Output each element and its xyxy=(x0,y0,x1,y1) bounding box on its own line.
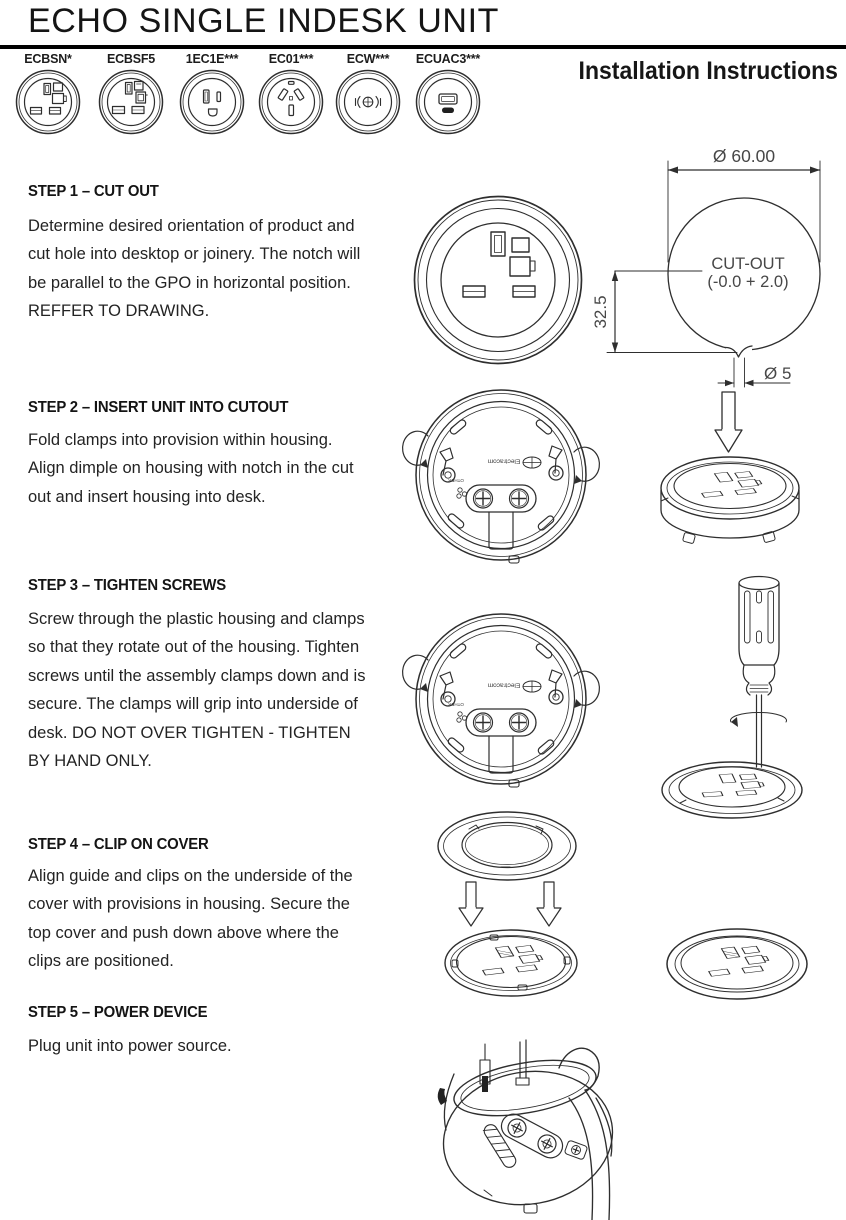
edge-clamp xyxy=(564,1140,588,1160)
step5-body: Plug unit into power source. xyxy=(28,1037,232,1055)
clamp-screw xyxy=(510,713,529,732)
step1-body: Determine desired orientation of product and cut hole into desktop or joinery. The notch will be parallel to the GPO in horizontal position. REFFER TO DRAWING. xyxy=(28,217,361,321)
fold-clamp-right xyxy=(549,446,563,480)
rotate-arrow-icon xyxy=(574,671,599,708)
uk-socket-face xyxy=(463,232,535,297)
clamp-screw xyxy=(474,713,493,732)
step2-housing-underside-drawing xyxy=(410,388,592,566)
variant-ecbsn xyxy=(7,52,89,135)
au-socket-icon xyxy=(258,69,324,135)
housing-small-text: OTHER xyxy=(448,702,464,707)
hatched-slot xyxy=(482,1122,518,1170)
page-subtitle: Installation Instructions xyxy=(578,57,838,85)
step1-product-top-view xyxy=(412,194,584,366)
step2-body: Fold clamps into provision within housing. Align dimple on housing with notch in the cut out and insert housing into desk. xyxy=(28,431,354,506)
cutout-dimension-drawing xyxy=(591,140,846,458)
uk-socket-face xyxy=(471,943,548,976)
uk-socket-face xyxy=(697,944,774,977)
push-down-arrow-icon xyxy=(537,882,561,926)
step1-heading: STEP 1 – CUT OUT xyxy=(28,183,159,200)
step4-push-arrows xyxy=(452,882,572,928)
variant-label: ECW*** xyxy=(346,52,390,66)
housing-logo-text: Electracom xyxy=(487,681,521,689)
rotate-arrow-icon xyxy=(731,712,787,727)
step3-body: Screw through the plastic housing and clamps so that they rotate out of the housing. Tighten screws until the assembly clamps down and is secure. The clamps will grip into underside of desk. DO NOT OVER TIGHTEN - TIGHTEN BY HAND ONLY. xyxy=(28,610,366,770)
step3-housing-underside-drawing xyxy=(410,612,592,790)
clamp-screw xyxy=(510,489,529,508)
variant-ecbsf5 xyxy=(90,52,172,135)
step3-heading: STEP 3 – TIGHTEN SCREWS xyxy=(28,577,227,594)
variant-label: ECUAC3*** xyxy=(415,52,481,66)
cutout-label: CUT-OUT xyxy=(711,255,785,273)
clamp-screw xyxy=(474,489,493,508)
step5-underside-cable-drawing xyxy=(428,1038,658,1220)
uk-socket-icon xyxy=(15,69,81,135)
uk-socket-face xyxy=(695,772,768,798)
step5-heading: STEP 5 – POWER DEVICE xyxy=(28,1004,208,1021)
variant-ecuac3 xyxy=(407,52,489,135)
rotate-arrow-icon xyxy=(403,431,428,468)
uk-socket-face xyxy=(690,470,767,499)
wireless-charger-icon xyxy=(335,69,401,135)
variant-label: ECBSN* xyxy=(24,52,72,66)
screwdriver-icon xyxy=(739,577,779,768)
diameter-label: Ø 60.00 xyxy=(712,146,776,166)
step4-body: Align guide and clips on the underside of the cover with provisions in housing. Secure the top cover and push down above where the clips are positioned. xyxy=(28,867,353,971)
insert-direction-arrow-icon xyxy=(715,392,742,452)
step4-unit-no-cover-drawing xyxy=(440,924,582,1002)
housing-logo-text: Electracom xyxy=(487,457,521,465)
step4-cover-ring-drawing xyxy=(433,805,581,887)
notch-diameter-label: Ø 5 xyxy=(764,364,792,383)
usb-a-c-icon xyxy=(415,69,481,135)
step3-screwdriver-drawing xyxy=(646,570,818,828)
page-title: ECHO SINGLE INDESK UNIT xyxy=(28,2,499,40)
uk-socket-fused-icon xyxy=(98,69,164,135)
offset-label: 32.5 xyxy=(591,295,610,329)
variant-label: ECBSF5 xyxy=(106,52,156,66)
step4-finished-unit-drawing xyxy=(662,924,812,1004)
housing-small-text: OTHER xyxy=(448,478,464,483)
variant-ecw xyxy=(327,52,409,135)
step4-heading: STEP 4 – CLIP ON COVER xyxy=(28,836,209,853)
fold-clamp-right xyxy=(549,670,563,704)
variant-label: 1EC1E*** xyxy=(185,52,239,66)
rotate-arrow-icon xyxy=(574,447,599,484)
step2-heading: STEP 2 – INSERT UNIT INTO CUTOUT xyxy=(28,399,289,416)
step2-inserted-unit-drawing xyxy=(648,448,814,560)
push-down-arrow-icon xyxy=(459,882,483,926)
fold-clamp-left xyxy=(440,672,455,706)
variant-label: EC01*** xyxy=(268,52,314,66)
us-socket-icon xyxy=(179,69,245,135)
variant-1ec1e xyxy=(171,52,253,135)
variant-ec01 xyxy=(250,52,332,135)
installed-unit xyxy=(662,762,802,818)
title-divider xyxy=(0,45,846,49)
fold-clamp-left xyxy=(440,448,455,482)
clamp-plate xyxy=(497,1110,567,1162)
rotate-arrow-icon xyxy=(403,655,428,692)
cutout-tolerance-label: (-0.0 + 2.0) xyxy=(707,273,789,291)
